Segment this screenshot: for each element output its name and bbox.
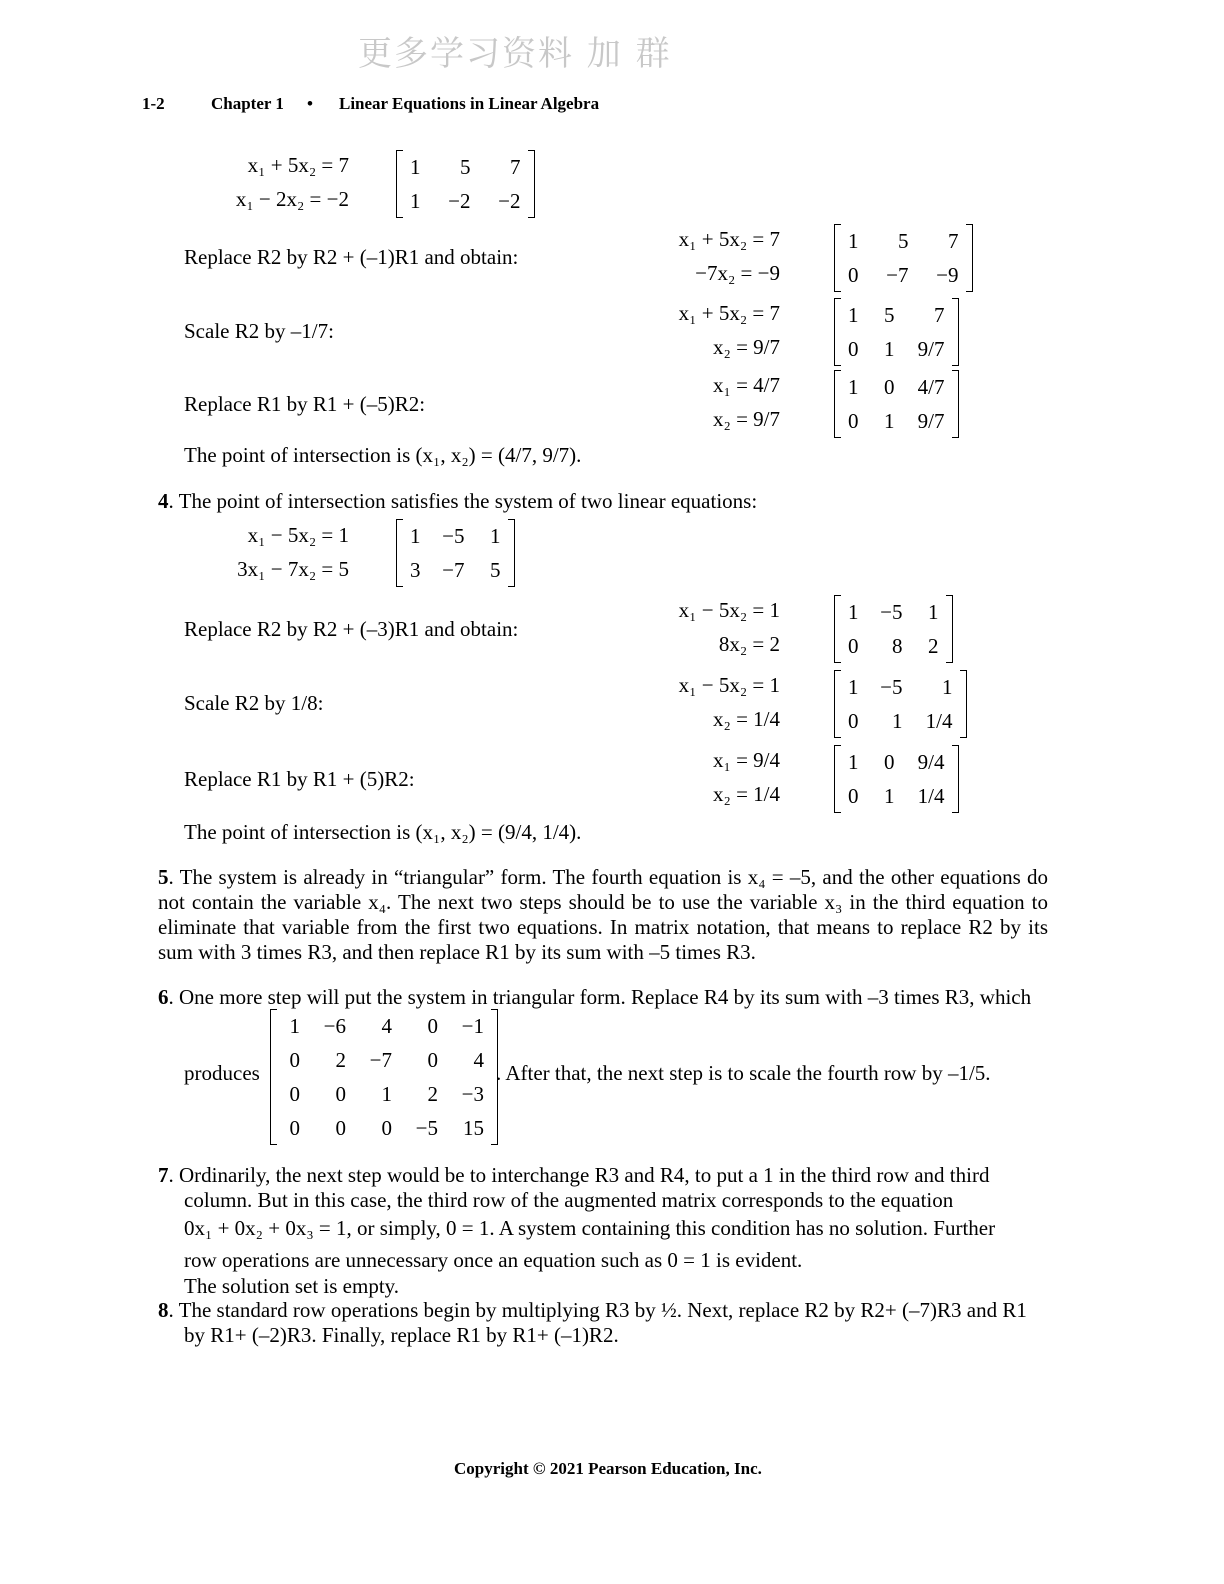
problem-4-intro <box>158 489 757 514</box>
problem-5 <box>158 865 1048 965</box>
problem-8-line2: by R1+ (–2)R3. Finally, replace R1 by R1+ (–1)R2. <box>184 1323 619 1347</box>
step-matrix <box>834 224 973 292</box>
matrix-cell: −7 <box>886 262 909 287</box>
matrix-cell: −5 <box>880 674 903 699</box>
matrix-cell: 0 <box>848 336 859 361</box>
matrix-cell: −6 <box>323 1013 346 1038</box>
matrix-cell: 0 <box>848 783 859 808</box>
watermark: 更多学习资料 加 群 <box>358 34 672 74</box>
problem-8-line1 <box>158 1298 1027 1323</box>
matrix-cell: −5 <box>880 599 903 624</box>
matrix-cell: 4 <box>381 1013 392 1038</box>
step-system <box>679 222 780 290</box>
copyright-footer: Copyright © 2021 Pearson Education, Inc. <box>454 1459 762 1478</box>
equation-line: x₁ − 5x₂ = 1 <box>678 598 780 622</box>
matrix-cell: 0 <box>848 708 859 733</box>
matrix-cell: 1 <box>381 1081 392 1106</box>
matrix-cell: 9/4 <box>917 749 945 774</box>
matrix-cell: 1 <box>410 188 421 213</box>
step-matrix <box>834 370 959 438</box>
matrix-cell: 5 <box>460 154 471 179</box>
problem-number: 8 <box>158 1298 169 1322</box>
equation-line: x₁ − 2x₂ = −2 <box>235 187 349 211</box>
matrix-cell: 1 <box>289 1013 300 1038</box>
equation-line: x₁ = 9/4 <box>713 748 780 772</box>
problem-7-line1 <box>158 1163 989 1188</box>
equation-line: x₁ = 4/7 <box>713 373 780 397</box>
equation-line: x₂ = 1/4 <box>713 707 780 731</box>
matrix-cell: 1 <box>928 599 939 624</box>
augmented-matrix-initial-4 <box>396 519 515 587</box>
matrix-cell: 1 <box>892 708 903 733</box>
matrix-cell: 9/7 <box>917 408 945 433</box>
matrix-cell: 0 <box>289 1081 300 1106</box>
problem-text: . The system is already in “triangular” form. The fourth equation is x₄ = –5, and the other equations do not contain the variable x₄. The next two steps should be to use the variable x₃ in the third equation to eliminate that variable from the first two equations. In matrix notation, that means to replace R2 by its sum with 3 times R3, and then replace R1 by its sum with –5 times R3. <box>158 865 1048 964</box>
system-initial-4 <box>237 518 349 586</box>
matrix-cell: 2 <box>928 633 939 658</box>
matrix-cell: 1 <box>884 408 895 433</box>
problem-text: . The standard row operations begin by multiplying R3 by ½. Next, replace R2 by R2+ (–7)R3 and R1 <box>168 1298 1027 1322</box>
problem-7-line5: The solution set is empty. <box>184 1274 400 1298</box>
equation-line: −7x₂ = −9 <box>695 261 780 285</box>
matrix-cell: 0 <box>335 1115 346 1140</box>
matrix-cell: 5 <box>884 302 895 327</box>
matrix-cell: 1 <box>848 599 859 624</box>
step-matrix <box>834 595 953 663</box>
equation-line: x₂ = 9/7 <box>713 407 780 431</box>
step-matrix <box>834 670 967 738</box>
step-label: Replace R1 by R1 + (–5)R2: <box>184 392 426 416</box>
augmented-matrix-6 <box>270 1009 498 1145</box>
problem-6-intro <box>158 985 1031 1010</box>
matrix-cell: 1 <box>490 523 501 548</box>
matrix-cell: 1 <box>848 749 859 774</box>
matrix-cell: 1 <box>848 374 859 399</box>
problem-text: . Ordinarily, the next step would be to interchange R3 and R4, to put a 1 in the third row and third <box>168 1163 990 1187</box>
matrix-cell: 4/7 <box>917 374 945 399</box>
problem-7-line2: column. But in this case, the third row of the augmented matrix corresponds to the equation <box>184 1188 954 1212</box>
matrix-cell: 9/7 <box>917 336 945 361</box>
matrix-cell: 1 <box>848 302 859 327</box>
step-matrix <box>834 745 959 813</box>
matrix-cell: −1 <box>461 1013 484 1038</box>
page-number: 1-2 <box>142 94 165 113</box>
matrix-cell: 8 <box>892 633 903 658</box>
augmented-matrix-initial-3 <box>396 150 535 218</box>
step-label: Replace R2 by R2 + (–3)R1 and obtain: <box>184 617 519 641</box>
matrix-cell: 4 <box>473 1047 484 1072</box>
equation-line: x₁ + 5x₂ = 7 <box>247 153 349 177</box>
problem-6-after: . After that, the next step is to scale the fourth row by –1/5. <box>496 1061 991 1085</box>
chapter-title: Linear Equations in Linear Algebra <box>339 94 600 113</box>
matrix-cell: 0 <box>848 262 859 287</box>
matrix-cell: 1 <box>848 674 859 699</box>
matrix-cell: −7 <box>442 557 465 582</box>
matrix-cell: 0 <box>884 749 895 774</box>
matrix-cell: 2 <box>427 1081 438 1106</box>
conclusion-3: The point of intersection is (x₁, x₂) = (4/7, 9/7). <box>184 443 582 467</box>
matrix-cell: 0 <box>381 1115 392 1140</box>
step-label: Replace R2 by R2 + (–1)R1 and obtain: <box>184 245 519 269</box>
equation-line: x₁ + 5x₂ = 7 <box>678 301 780 325</box>
problem-number: 7 <box>158 1163 169 1187</box>
step-system <box>679 668 780 736</box>
problem-7-line3: 0x₁ + 0x₂ + 0x₃ = 1, or simply, 0 = 1. A system containing this condition has no solution. Further <box>184 1216 996 1240</box>
matrix-cell: −3 <box>461 1081 484 1106</box>
step-matrix <box>834 298 959 366</box>
step-system <box>713 368 780 436</box>
matrix-cell: 15 <box>463 1115 484 1140</box>
matrix-cell: 1/4 <box>925 708 953 733</box>
matrix-cell: 0 <box>289 1047 300 1072</box>
matrix-cell: −2 <box>498 188 521 213</box>
matrix-cell: 0 <box>848 408 859 433</box>
matrix-cell: 0 <box>848 633 859 658</box>
problem-text: . The point of intersection satisfies the system of two linear equations: <box>168 489 758 513</box>
system-initial-3 <box>236 148 349 216</box>
matrix-cell: 2 <box>335 1047 346 1072</box>
matrix-cell: −7 <box>369 1047 392 1072</box>
step-label: Replace R1 by R1 + (5)R2: <box>184 767 415 791</box>
matrix-cell: 1/4 <box>917 783 945 808</box>
problem-number: 4 <box>158 489 169 513</box>
matrix-cell: 7 <box>510 154 521 179</box>
conclusion-4: The point of intersection is (x₁, x₂) = (9/4, 1/4). <box>184 820 582 844</box>
matrix-cell: −5 <box>442 523 465 548</box>
matrix-cell: 0 <box>289 1115 300 1140</box>
step-system <box>713 743 780 811</box>
matrix-cell: 1 <box>410 154 421 179</box>
equation-line: x₁ + 5x₂ = 7 <box>678 227 780 251</box>
produces-label: produces <box>184 1061 260 1085</box>
step-system <box>679 593 780 661</box>
matrix-cell: 0 <box>427 1013 438 1038</box>
matrix-cell: 1 <box>884 783 895 808</box>
matrix-cell: 1 <box>884 336 895 361</box>
step-label: Scale R2 by 1/8: <box>184 691 324 715</box>
equation-line: x₁ − 5x₂ = 1 <box>678 673 780 697</box>
matrix-cell: 1 <box>410 523 421 548</box>
matrix-cell: −9 <box>936 262 959 287</box>
matrix-cell: 0 <box>884 374 895 399</box>
matrix-cell: 3 <box>410 557 421 582</box>
matrix-cell: 5 <box>898 228 909 253</box>
matrix-cell: 1 <box>848 228 859 253</box>
equation-line: 8x₂ = 2 <box>718 632 780 656</box>
problem-number: 6 <box>158 985 169 1009</box>
matrix-cell: 5 <box>490 557 501 582</box>
chapter-label: Chapter 1 <box>211 94 284 113</box>
matrix-cell: −5 <box>415 1115 438 1140</box>
problem-text: . One more step will put the system in triangular form. Replace R4 by its sum with –3 times R3, which <box>168 985 1032 1009</box>
matrix-cell: 0 <box>335 1081 346 1106</box>
equation-line: 3x₁ − 7x₂ = 5 <box>237 557 349 581</box>
matrix-cell: 0 <box>427 1047 438 1072</box>
equation-line: x₂ = 1/4 <box>713 782 780 806</box>
matrix-cell: −2 <box>448 188 471 213</box>
step-label: Scale R2 by –1/7: <box>184 319 334 343</box>
header-bullet: • <box>307 94 313 113</box>
problem-7-line4: row operations are unnecessary once an equation such as 0 = 1 is evident. <box>184 1248 803 1272</box>
equation-line: x₂ = 9/7 <box>713 335 780 359</box>
matrix-cell: 1 <box>942 674 953 699</box>
matrix-cell: 7 <box>934 302 945 327</box>
matrix-cell: 7 <box>948 228 959 253</box>
step-system <box>679 296 780 364</box>
equation-line: x₁ − 5x₂ = 1 <box>247 523 349 547</box>
problem-number: 5 <box>158 865 169 889</box>
